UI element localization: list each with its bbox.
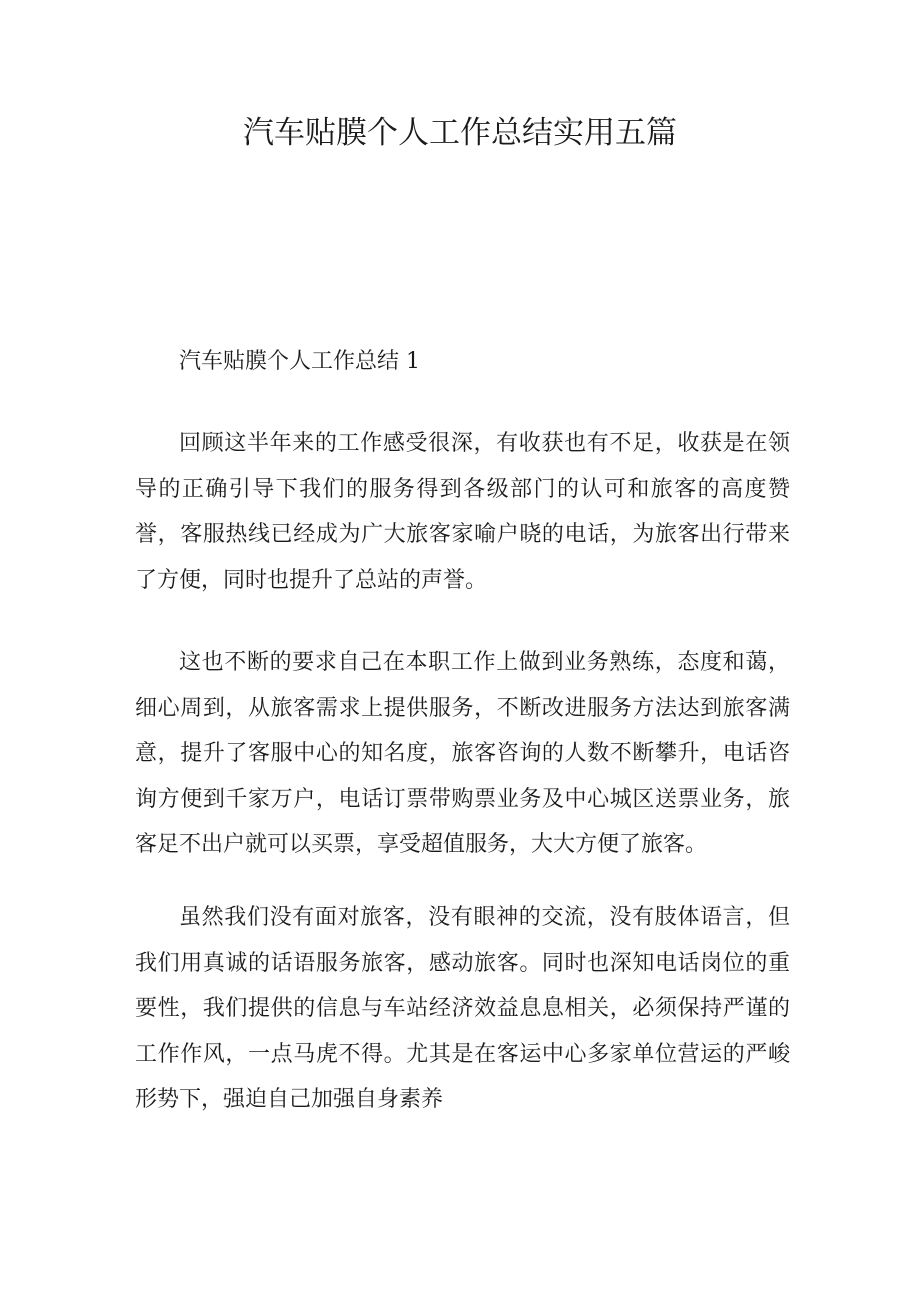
paragraph: 回顾这半年来的工作感受很深，有收获也有不足，收获是在领导的正确引导下我们的服务得到各级部门的认可和旅客的高度赞誉，客服热线已经成为广大旅客家喻户晓的电话，为旅客出行带来了方便，同时也提升了总站的声誉。 [135, 431, 790, 593]
document-title: 汽车贴膜个人工作总结实用五篇 [243, 115, 677, 151]
paragraph: 虽然我们没有面对旅客，没有眼神的交流，没有肢体语言，但我们用真诚的话语服务旅客，感动旅客。同时也深知电话岗位的重要性，我们提供的信息与车站经济效益息息相关，必须保持严谨的工作作风，一点马虎不得。尤其是在客运中心多家单位营运的严峻形势下，强迫自己加强自身素养 [135, 905, 790, 1112]
paragraph: 这也不断的要求自己在本职工作上做到业务熟练，态度和蔼，细心周到，从旅客需求上提供服务，不断改进服务方法达到旅客满意，提升了客服中心的知名度，旅客咨询的人数不断攀升，电话咨询方便到千家万户，电话订票带购票业务及中心城区送票业务，旅客足不出户就可以买票，享受超值服务，大大方便了旅客。 [135, 650, 790, 857]
section-heading: 汽车贴膜个人工作总结 1 [179, 349, 420, 374]
